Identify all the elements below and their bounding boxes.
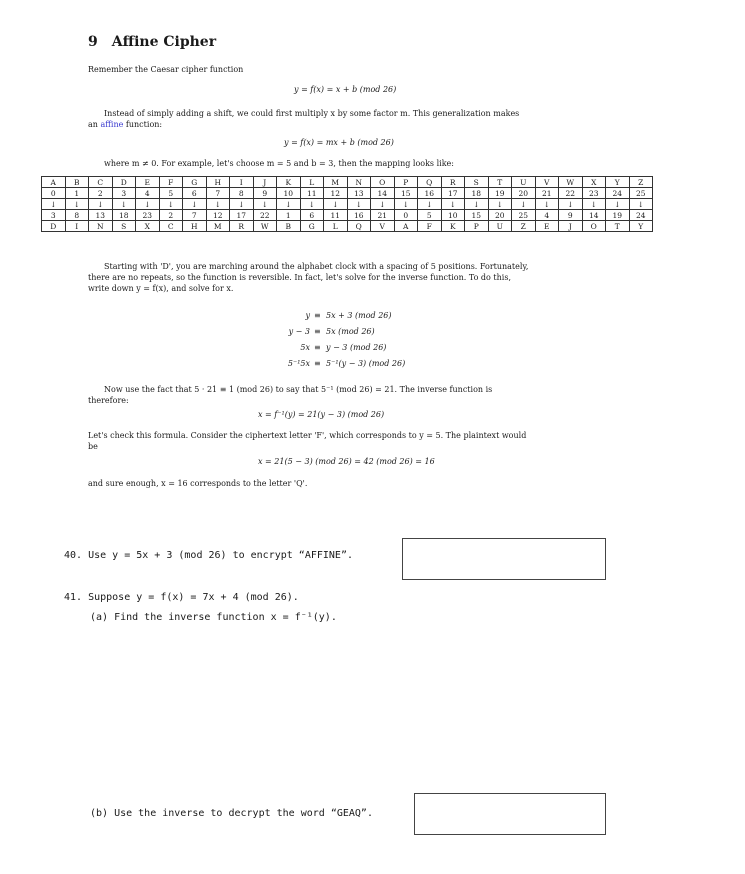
- plain-index-cell: 20: [512, 188, 536, 199]
- derivation-rhs: y − 3 (mod 26): [326, 343, 387, 352]
- table-row-plain-indices: [42, 188, 653, 199]
- cipher-letter-cell: W: [253, 221, 277, 232]
- plain-index-cell: 24: [606, 188, 630, 199]
- cipher-letter-cell: R: [230, 221, 254, 232]
- paragraph-check-cont: be: [88, 442, 98, 451]
- question-41b: (b) Use the inverse to decrypt the word “GEAQ”.: [90, 808, 373, 819]
- plain-index-cell: 22: [559, 188, 583, 199]
- cipher-letter-cell: A: [394, 221, 418, 232]
- cipher-letter-cell: D: [42, 221, 66, 232]
- cipher-letter-cell: V: [371, 221, 395, 232]
- cipher-index-cell: 25: [512, 210, 536, 221]
- derivation-rhs: 5x (mod 26): [326, 327, 375, 336]
- plain-letter-cell: S: [465, 177, 489, 188]
- plain-index-cell: 25: [629, 188, 653, 199]
- cipher-letter-cell: K: [441, 221, 465, 232]
- cipher-letter-cell: O: [582, 221, 606, 232]
- arrow-cell: ↓: [159, 199, 183, 210]
- plain-index-cell: 21: [535, 188, 559, 199]
- arrow-cell: ↓: [488, 199, 512, 210]
- cipher-index-cell: 13: [89, 210, 113, 221]
- derivation-lhs: 5⁻¹5x: [287, 359, 310, 368]
- arrow-cell: ↓: [42, 199, 66, 210]
- paragraph-check: Let's check this formula. Consider the ciphertext letter 'F', which corresponds to y = 5. The plaintext would: [88, 431, 527, 440]
- plain-index-cell: 9: [253, 188, 277, 199]
- arrow-cell: ↓: [394, 199, 418, 210]
- affine-link[interactable]: affine: [100, 120, 124, 129]
- arrow-cell: ↓: [418, 199, 442, 210]
- cipher-index-cell: 3: [42, 210, 66, 221]
- arrow-cell: ↓: [347, 199, 371, 210]
- cipher-letter-cell: L: [324, 221, 348, 232]
- cipher-index-cell: 19: [606, 210, 630, 221]
- example-text: where m ≠ 0. For example, let's choose m = 5 and b = 3, then the mapping looks like:: [104, 159, 454, 168]
- plain-letter-cell: L: [300, 177, 324, 188]
- table-row-plain-letters: [42, 177, 653, 188]
- cipher-letter-cell: H: [183, 221, 207, 232]
- plain-index-cell: 12: [324, 188, 348, 199]
- cipher-letter-cell: S: [112, 221, 136, 232]
- cipher-index-cell: 5: [418, 210, 442, 221]
- plain-index-cell: 7: [206, 188, 230, 199]
- cipher-index-cell: 2: [159, 210, 183, 221]
- derivation-row: [240, 359, 440, 375]
- arrow-cell: ↓: [253, 199, 277, 210]
- plain-letter-cell: C: [89, 177, 113, 188]
- arrow-cell: ↓: [277, 199, 301, 210]
- arrow-cell: ↓: [535, 199, 559, 210]
- arrow-cell: ↓: [465, 199, 489, 210]
- arrow-cell: ↓: [582, 199, 606, 210]
- arrow-cell: ↓: [112, 199, 136, 210]
- text-fragment: an: [88, 120, 101, 129]
- plain-letter-cell: A: [42, 177, 66, 188]
- plain-index-cell: 16: [418, 188, 442, 199]
- plain-letter-cell: O: [371, 177, 395, 188]
- table-row-cipher-indices: [42, 210, 653, 221]
- arrow-cell: ↓: [371, 199, 395, 210]
- arrow-cell: ↓: [183, 199, 207, 210]
- derivation-rhs: 5⁻¹(y − 3) (mod 26): [326, 359, 406, 368]
- cipher-index-cell: 24: [629, 210, 653, 221]
- cipher-index-cell: 18: [112, 210, 136, 221]
- plain-index-cell: 0: [42, 188, 66, 199]
- cipher-index-cell: 4: [535, 210, 559, 221]
- cipher-index-cell: 1: [277, 210, 301, 221]
- arrow-cell: ↓: [65, 199, 89, 210]
- plain-letter-cell: P: [394, 177, 418, 188]
- cipher-letter-cell: Z: [512, 221, 536, 232]
- cipher-index-cell: 23: [136, 210, 160, 221]
- derivation-rhs: 5x + 3 (mod 26): [326, 311, 392, 320]
- check-equation: x = 21(5 − 3) (mod 26) = 42 (mod 26) = 16: [258, 457, 435, 466]
- cipher-letter-cell: I: [65, 221, 89, 232]
- plain-letter-cell: G: [183, 177, 207, 188]
- arrow-cell: ↓: [136, 199, 160, 210]
- paragraph-inverse-cont: therefore:: [88, 396, 129, 405]
- cipher-letter-cell: T: [606, 221, 630, 232]
- plain-letter-cell: J: [253, 177, 277, 188]
- arrow-cell: ↓: [89, 199, 113, 210]
- plain-index-cell: 10: [277, 188, 301, 199]
- arrow-cell: ↓: [512, 199, 536, 210]
- derivation-row: [240, 327, 440, 343]
- plain-index-cell: 15: [394, 188, 418, 199]
- plain-letter-cell: I: [230, 177, 254, 188]
- arrow-cell: ↓: [230, 199, 254, 210]
- cipher-letter-cell: J: [559, 221, 583, 232]
- question-41a: (a) Find the inverse function x = f⁻¹(y).: [90, 612, 337, 623]
- section-number: 9: [88, 34, 98, 50]
- plain-letter-cell: D: [112, 177, 136, 188]
- cipher-letter-cell: Y: [629, 221, 653, 232]
- cipher-index-cell: 0: [394, 210, 418, 221]
- derivation-row: [240, 343, 440, 359]
- cipher-letter-cell: M: [206, 221, 230, 232]
- cipher-index-cell: 21: [371, 210, 395, 221]
- plain-letter-cell: R: [441, 177, 465, 188]
- arrow-cell: ↓: [441, 199, 465, 210]
- cipher-letter-cell: B: [277, 221, 301, 232]
- arrow-cell: ↓: [324, 199, 348, 210]
- plain-letter-cell: Q: [418, 177, 442, 188]
- paragraph-generalization-cont: [88, 119, 162, 130]
- plain-index-cell: 18: [465, 188, 489, 199]
- intro-text: Remember the Caesar cipher function: [88, 65, 244, 74]
- paragraph-marching-cont2: write down y = f(x), and solve for x.: [88, 284, 234, 293]
- plain-index-cell: 11: [300, 188, 324, 199]
- plain-letter-cell: K: [277, 177, 301, 188]
- cipher-letter-cell: X: [136, 221, 160, 232]
- plain-index-cell: 17: [441, 188, 465, 199]
- derivation-block: [240, 311, 440, 375]
- plain-letter-cell: E: [136, 177, 160, 188]
- plain-index-cell: 4: [136, 188, 160, 199]
- derivation-row: [240, 311, 440, 327]
- plain-index-cell: 5: [159, 188, 183, 199]
- cipher-index-cell: 12: [206, 210, 230, 221]
- question-41: 41. Suppose y = f(x) = 7x + 4 (mod 26).: [64, 592, 299, 603]
- question-40: 40. Use y = 5x + 3 (mod 26) to encrypt “AFFINE”.: [64, 550, 353, 561]
- cipher-index-cell: 10: [441, 210, 465, 221]
- cipher-index-cell: 11: [324, 210, 348, 221]
- cipher-letter-cell: N: [89, 221, 113, 232]
- plain-index-cell: 3: [112, 188, 136, 199]
- plain-letter-cell: T: [488, 177, 512, 188]
- section-title: [88, 34, 216, 50]
- plain-letter-cell: F: [159, 177, 183, 188]
- plain-letter-cell: Z: [629, 177, 653, 188]
- cipher-letter-cell: Q: [347, 221, 371, 232]
- affine-equation: y = f(x) = mx + b (mod 26): [284, 138, 394, 147]
- cipher-index-cell: 16: [347, 210, 371, 221]
- derivation-rel: ≡: [314, 327, 321, 336]
- cipher-index-cell: 9: [559, 210, 583, 221]
- arrow-cell: ↓: [206, 199, 230, 210]
- mapping-table: [41, 176, 653, 232]
- arrow-cell: ↓: [559, 199, 583, 210]
- cipher-letter-cell: E: [535, 221, 559, 232]
- plain-letter-cell: U: [512, 177, 536, 188]
- cipher-index-cell: 8: [65, 210, 89, 221]
- paragraph-marching: Starting with 'D', you are marching around the alphabet clock with a spacing of 5 positions. Fortunately,: [104, 262, 529, 271]
- cipher-index-cell: 6: [300, 210, 324, 221]
- section-heading: Affine Cipher: [111, 34, 217, 50]
- plain-letter-cell: W: [559, 177, 583, 188]
- answer-box-40[interactable]: [402, 538, 606, 580]
- cipher-index-cell: 22: [253, 210, 277, 221]
- cipher-letter-cell: C: [159, 221, 183, 232]
- derivation-lhs: 5x: [300, 343, 310, 352]
- cipher-index-cell: 15: [465, 210, 489, 221]
- cipher-letter-cell: G: [300, 221, 324, 232]
- plain-letter-cell: V: [535, 177, 559, 188]
- derivation-rel: ≡: [314, 311, 321, 320]
- paragraph-inverse: Now use the fact that 5 · 21 ≡ 1 (mod 26) to say that 5⁻¹ (mod 26) = 21. The inverse function is: [104, 385, 493, 394]
- cipher-letter-cell: P: [465, 221, 489, 232]
- text-fragment: function:: [123, 120, 163, 129]
- plain-index-cell: 13: [347, 188, 371, 199]
- plain-letter-cell: N: [347, 177, 371, 188]
- paragraph-marching-cont: there are no repeats, so the function is reversible. In fact, let's solve for the inverse function. To do this,: [88, 273, 511, 282]
- plain-letter-cell: H: [206, 177, 230, 188]
- plain-letter-cell: X: [582, 177, 606, 188]
- derivation-rel: ≡: [314, 359, 321, 368]
- plain-index-cell: 1: [65, 188, 89, 199]
- plain-index-cell: 8: [230, 188, 254, 199]
- plain-index-cell: 14: [371, 188, 395, 199]
- inverse-equation: x = f⁻¹(y) = 21(y − 3) (mod 26): [258, 410, 385, 419]
- paragraph-conclusion: and sure enough, x = 16 corresponds to the letter 'Q'.: [88, 479, 308, 488]
- arrow-cell: ↓: [300, 199, 324, 210]
- cipher-index-cell: 14: [582, 210, 606, 221]
- caesar-equation: y = f(x) = x + b (mod 26): [294, 85, 397, 94]
- plain-letter-cell: B: [65, 177, 89, 188]
- cipher-index-cell: 17: [230, 210, 254, 221]
- plain-index-cell: 6: [183, 188, 207, 199]
- plain-letter-cell: Y: [606, 177, 630, 188]
- plain-letter-cell: M: [324, 177, 348, 188]
- cipher-letter-cell: U: [488, 221, 512, 232]
- plain-index-cell: 19: [488, 188, 512, 199]
- derivation-rel: ≡: [314, 343, 321, 352]
- cipher-letter-cell: F: [418, 221, 442, 232]
- table-row-cipher-letters: [42, 221, 653, 232]
- plain-index-cell: 2: [89, 188, 113, 199]
- arrow-cell: ↓: [629, 199, 653, 210]
- cipher-index-cell: 20: [488, 210, 512, 221]
- derivation-lhs: y − 3: [288, 327, 310, 336]
- cipher-index-cell: 7: [183, 210, 207, 221]
- plain-index-cell: 23: [582, 188, 606, 199]
- table-row-arrows: [42, 199, 653, 210]
- derivation-lhs: y: [305, 311, 310, 320]
- answer-box-41b[interactable]: [414, 793, 606, 835]
- arrow-cell: ↓: [606, 199, 630, 210]
- paragraph-generalization: Instead of simply adding a shift, we could first multiply x by some factor m. This generalization makes: [104, 109, 520, 118]
